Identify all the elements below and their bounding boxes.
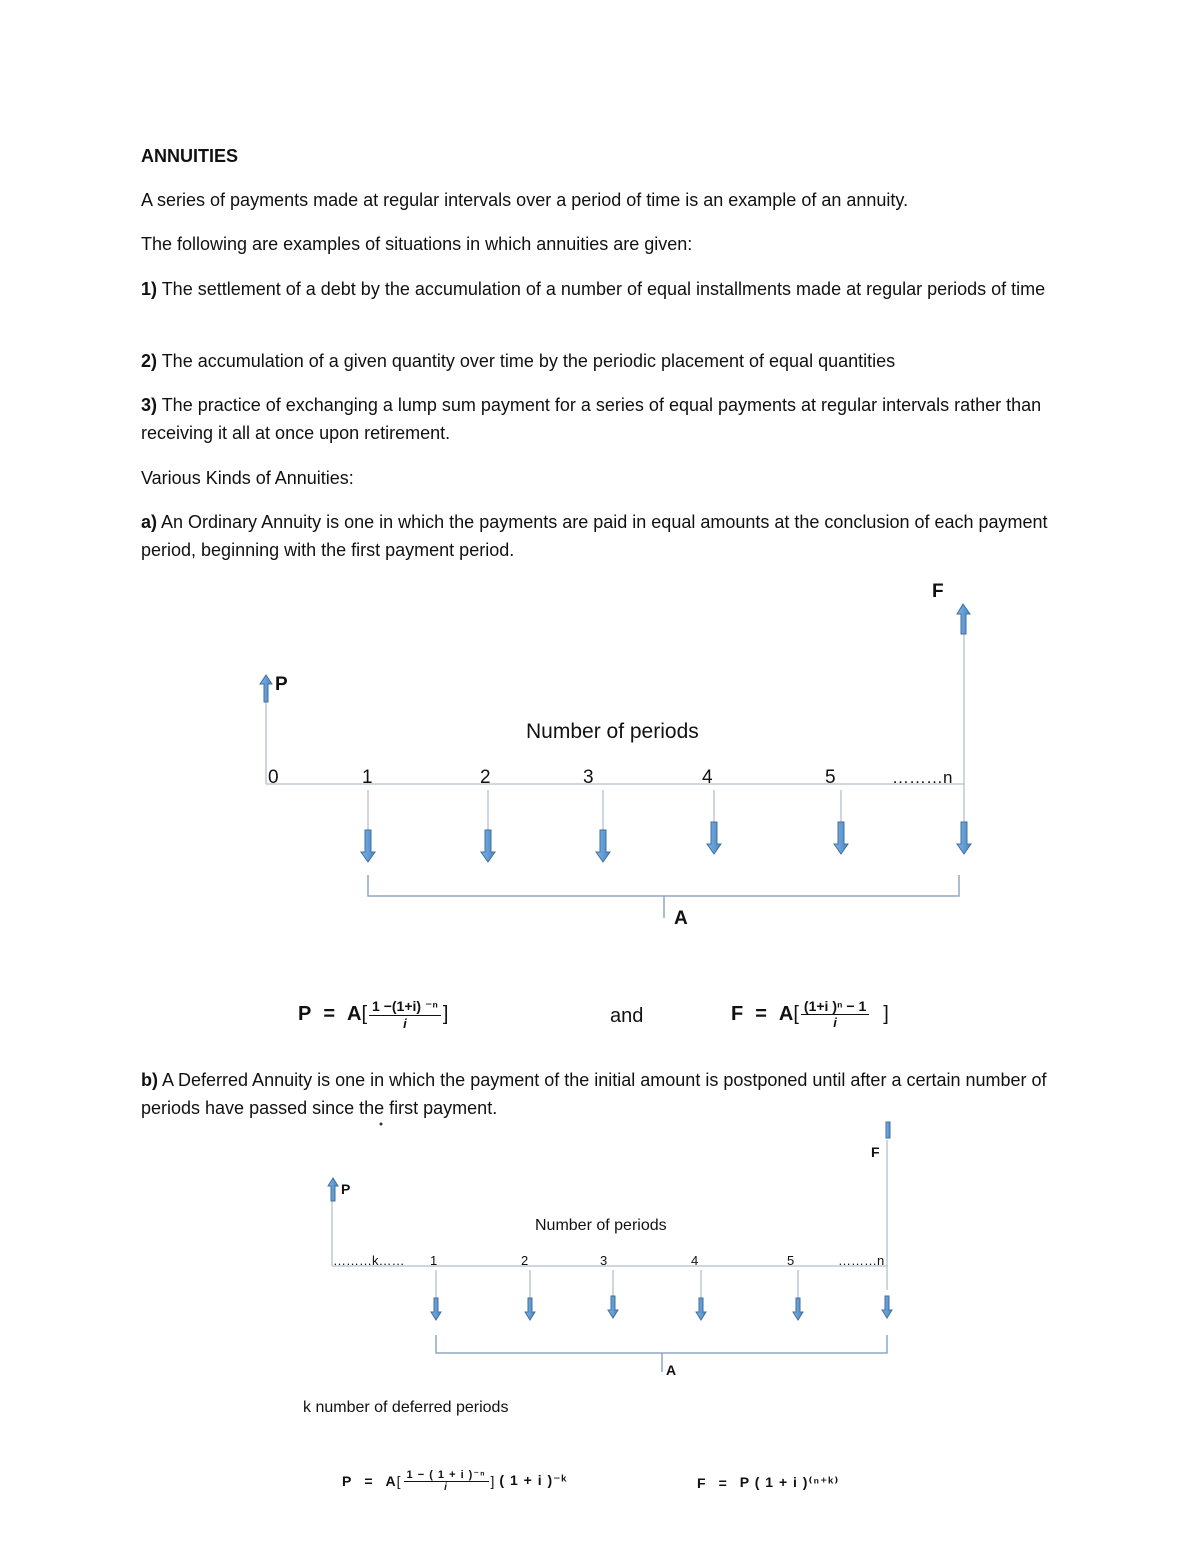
axis-title: Number of periods (526, 720, 699, 743)
right-bracket: ] (490, 1472, 496, 1489)
left-bracket: [ (361, 1003, 368, 1025)
right-bracket: ] (883, 1002, 889, 1025)
item-number: 3) (141, 395, 158, 415)
up-arrow-icon (886, 1122, 890, 1138)
formula-a: A (347, 1003, 362, 1025)
down-arrow-icon (957, 822, 971, 854)
down-arrow-icon (596, 830, 610, 862)
down-arrow-icon (882, 1296, 892, 1318)
item-text: A Deferred Annuity is one in which the payment of the initial amount is postponed until after a certain number of periods have passed since the first payment. (141, 1070, 1047, 1118)
label-p: P (341, 1181, 351, 1197)
down-arrow-icon (481, 830, 495, 862)
down-arrow-icon (525, 1298, 535, 1320)
formula-lhs: P (342, 1472, 353, 1489)
item-number: a) (141, 512, 158, 532)
denominator: i (403, 1016, 407, 1031)
list-item (141, 391, 1071, 447)
denominator: i (833, 1015, 837, 1030)
future-worth-formula (731, 998, 889, 1030)
down-arrow-icon (431, 1298, 441, 1320)
fraction (369, 998, 441, 1031)
down-arrow-icon (834, 822, 848, 854)
equals-sign: = (364, 1472, 374, 1489)
tick-labels (268, 767, 952, 788)
ordinary-annuity-definition (141, 508, 1071, 564)
item-number: 1) (141, 279, 158, 299)
formula-rhs: P ( 1 + i )⁽ⁿ⁺ᵏ⁾ (739, 1474, 840, 1490)
present-worth-formula (298, 998, 448, 1031)
tick-label: 1 (362, 767, 373, 788)
payments-bracket (436, 1335, 887, 1372)
tick-label: 0 (268, 767, 279, 788)
equals-sign: = (323, 1003, 336, 1025)
item-text: The accumulation of a given quantity over time by the periodic placement of equal quantities (157, 351, 896, 371)
up-arrow-icon (260, 675, 272, 702)
down-arrow-icon (793, 1298, 803, 1320)
tick-label: ………k…… (333, 1253, 405, 1268)
tick-label: 4 (691, 1253, 699, 1268)
axis-title: Number of periods (535, 1217, 667, 1234)
tick-label: 4 (702, 767, 713, 788)
tick-label: 2 (521, 1253, 529, 1268)
up-arrow-icon (328, 1178, 338, 1201)
formula-tail: ( 1 + i )⁻ᵏ (499, 1472, 568, 1488)
formula-lhs: P (298, 1003, 312, 1025)
fraction (404, 1468, 489, 1493)
tick-label: 5 (787, 1253, 795, 1268)
item-text: An Ordinary Annuity is one in which the payments are paid in equal amounts at the conclusion of each payment period, beginning with the first payment period. (141, 512, 1048, 560)
right-bracket: ] (442, 1003, 449, 1025)
formula-lhs: F (731, 1002, 744, 1025)
kinds-heading: Various Kinds of Annuities: (141, 468, 354, 488)
down-arrow-icon (361, 830, 375, 862)
label-f: F (871, 1144, 880, 1160)
payment-arrows (361, 790, 971, 862)
deferred-annuity-diagram (0, 1120, 1200, 1420)
left-bracket: [ (396, 1472, 402, 1489)
payments-bracket (368, 875, 959, 918)
label-a: A (674, 908, 688, 929)
formula-a: A (778, 1002, 794, 1025)
tick-label: 2 (480, 767, 491, 788)
deferred-present-worth-formula (342, 1468, 567, 1493)
formula-lhs: F (697, 1474, 707, 1491)
denominator: i (444, 1482, 448, 1493)
down-arrow-icon (608, 1296, 618, 1318)
item-number: b) (141, 1070, 158, 1090)
and-text: and (610, 1005, 644, 1027)
list-item (141, 347, 1071, 375)
list-item (141, 275, 1071, 303)
deferred-annuity-definition (141, 1066, 1071, 1122)
label-f: F (932, 581, 944, 602)
item-text: The practice of exchanging a lump sum payment for a series of equal payments at regular intervals rather than receiving it all at once upon retirement. (141, 395, 1042, 443)
intro-paragraph: A series of payments made at regular intervals over a period of time is an example of an annuity. (141, 190, 909, 210)
ordinary-annuity-diagram (0, 560, 1200, 980)
numerator: (1+i )ⁿ − 1 (801, 998, 869, 1015)
page-title: ANNUITIES (141, 146, 239, 166)
tick-label: ………n (892, 768, 953, 787)
numerator: 1 −(1+i) ⁻ⁿ (369, 998, 441, 1016)
item-number: 2) (141, 351, 158, 371)
deferred-future-worth-formula (697, 1474, 839, 1491)
equals-sign: = (755, 1002, 767, 1025)
examples-intro: The following are examples of situations in which annuities are given: (141, 234, 693, 254)
deferred-periods-note: k number of deferred periods (303, 1399, 509, 1416)
down-arrow-icon (696, 1298, 706, 1320)
tick-label: 3 (600, 1253, 608, 1268)
equals-sign: = (718, 1474, 728, 1491)
tick-label: 5 (825, 767, 836, 788)
down-arrow-icon (707, 822, 721, 854)
formula-a: A (385, 1472, 397, 1489)
payment-arrows (431, 1270, 892, 1320)
tick-label: 1 (430, 1253, 438, 1268)
label-p: P (275, 674, 288, 695)
up-arrow-icon (957, 604, 970, 634)
tick-label: 3 (583, 767, 594, 788)
fraction (801, 998, 869, 1030)
item-text: The settlement of a debt by the accumulation of a number of equal installments made at regular periods of time (157, 279, 1046, 299)
left-bracket: [ (793, 1002, 799, 1025)
tick-label: ………n (838, 1253, 885, 1268)
label-a: A (666, 1362, 677, 1378)
numerator: 1 − ( 1 + i )⁻ⁿ (404, 1468, 489, 1482)
